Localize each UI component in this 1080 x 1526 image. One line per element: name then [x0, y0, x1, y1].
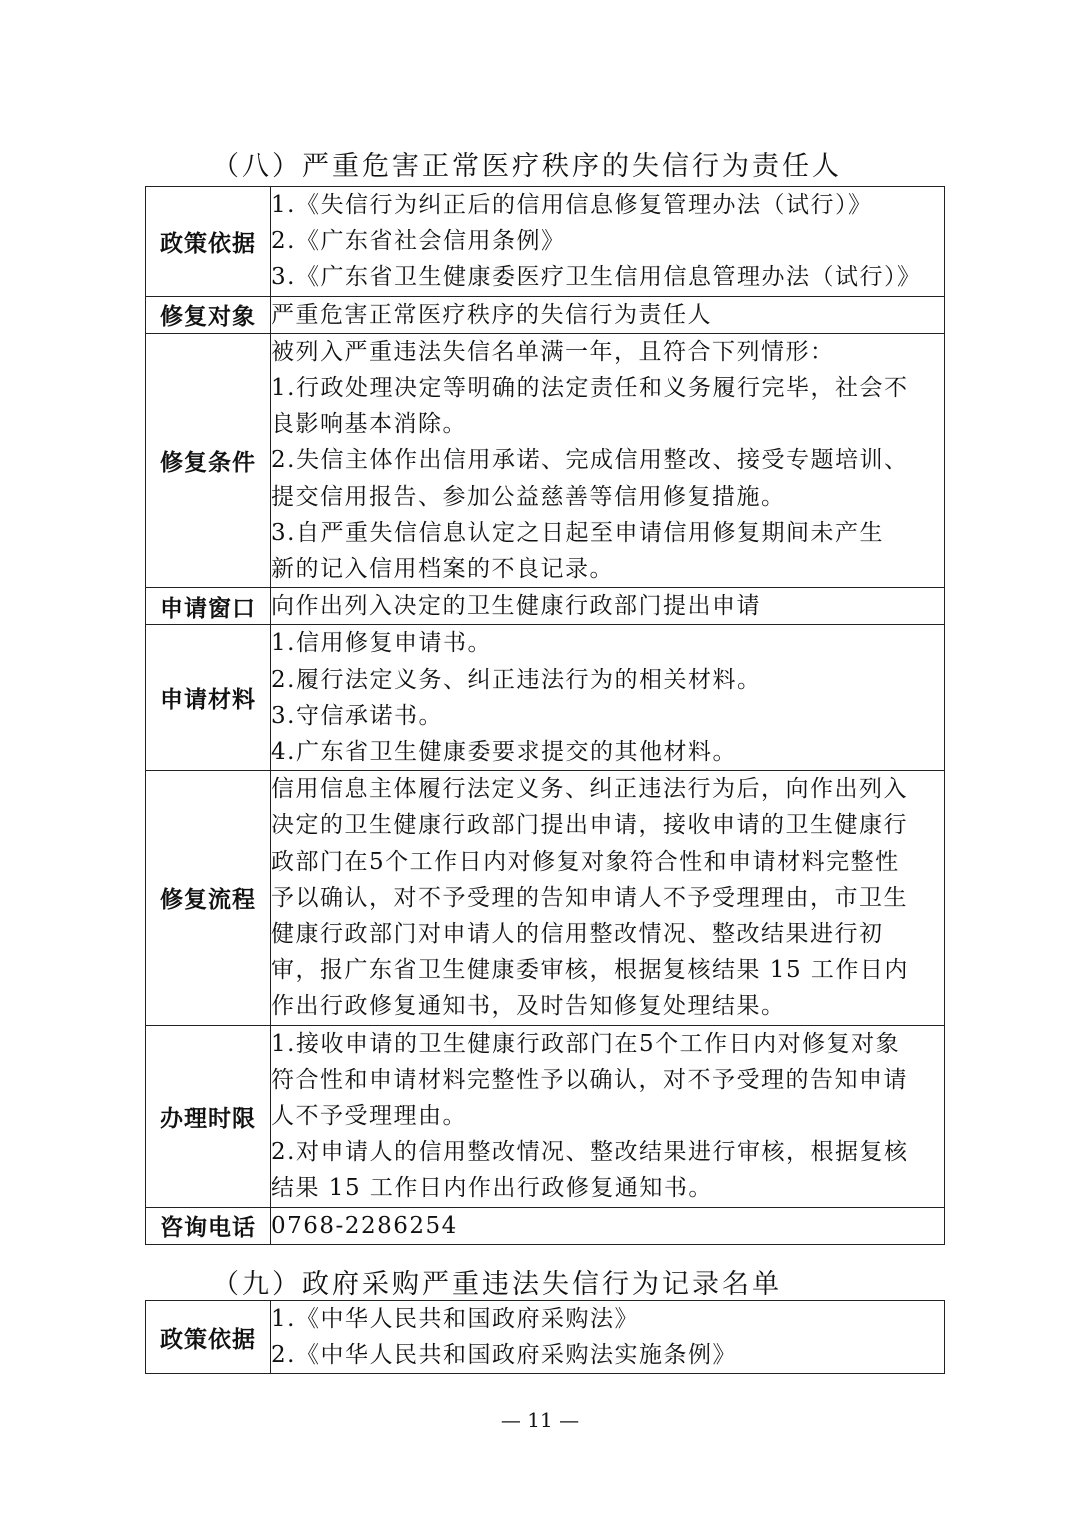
row-content	[271, 771, 945, 1025]
table-row	[146, 1207, 945, 1244]
row-content	[271, 1207, 945, 1244]
table-row	[146, 187, 945, 297]
row-label: 申请材料	[146, 625, 271, 771]
content-line: 3.自严重失信信息认定之日起至申请信用修复期间未产生	[271, 519, 884, 546]
table-row	[146, 625, 945, 771]
content-line: 信用信息主体履行法定义务、纠正违法行为后，向作出列入	[271, 776, 908, 803]
content-line: 2.对申请人的信用整改情况、整改结果进行审核，根据复核	[271, 1139, 909, 1166]
content-line: 3.《广东省卫生健康委医疗卫生信用信息管理办法（试行）》	[271, 264, 922, 291]
row-label: 修复对象	[146, 296, 271, 333]
table-row	[146, 588, 945, 625]
section-9-heading: （九）政府采购严重违法失信行为记录名单	[212, 1269, 782, 1300]
content-line: 2.《广东省社会信用条例》	[271, 228, 566, 255]
content-line: 严重危害正常医疗秩序的失信行为责任人	[271, 301, 712, 328]
table-row	[146, 771, 945, 1025]
content-line: 政部门在5个工作日内对修复对象符合性和申请材料完整性	[271, 848, 900, 875]
table-row	[146, 296, 945, 333]
content-line: 1.《中华人民共和国政府采购法》	[271, 1306, 639, 1332]
row-label: 修复流程	[146, 771, 271, 1025]
table-row	[146, 1025, 945, 1207]
content-line: 决定的卫生健康行政部门提出申请，接收申请的卫生健康行	[271, 812, 908, 839]
row-content	[271, 1301, 945, 1374]
content-line: 1.《失信行为纠正后的信用信息修复管理办法（试行）》	[271, 192, 873, 218]
row-content	[271, 588, 945, 625]
row-label: 修复条件	[146, 333, 271, 587]
row-label: 政策依据	[146, 1301, 271, 1374]
row-label: 咨询电话	[146, 1207, 271, 1244]
content-line: 2.失信主体作出信用承诺、完成信用整改、接受专题培训、	[271, 447, 909, 474]
content-line: 结果 15 工作日内作出行政修复通知书。	[271, 1175, 713, 1202]
content-line: 2.履行法定义务、纠正违法行为的相关材料。	[271, 666, 762, 693]
row-content	[271, 187, 945, 297]
content-line: 作出行政修复通知书，及时告知修复处理结果。	[271, 993, 786, 1020]
content-line: 向作出列入决定的卫生健康行政部门提出申请	[271, 593, 761, 620]
content-line: 新的记入信用档案的不良记录。	[271, 556, 614, 583]
content-line: 1.信用修复申请书。	[271, 630, 492, 657]
row-label: 申请窗口	[146, 588, 271, 625]
content-line: 审，报广东省卫生健康委审核，根据复核结果 15 工作日内	[271, 957, 909, 984]
row-label: 办理时限	[146, 1025, 271, 1207]
content-line: 予以确认，对不予受理的告知申请人不予受理理由，市卫生	[271, 884, 908, 911]
content-line: 2.《中华人民共和国政府采购法实施条例》	[271, 1342, 737, 1369]
content-line: 符合性和申请材料完整性予以确认，对不予受理的告知申请	[271, 1066, 908, 1093]
row-content	[271, 1025, 945, 1207]
content-line: 4.广东省卫生健康委要求提交的其他材料。	[271, 739, 737, 766]
content-line: 1.行政处理决定等明确的法定责任和义务履行完毕，社会不	[271, 375, 909, 402]
row-label: 政策依据	[146, 187, 271, 297]
content-line: 良影响基本消除。	[271, 411, 467, 438]
table-row	[146, 333, 945, 587]
row-content	[271, 333, 945, 587]
content-line: 健康行政部门对申请人的信用整改情况、整改结果进行初	[271, 921, 884, 948]
content-line: 1.接收申请的卫生健康行政部门在5个工作日内对修复对象	[271, 1030, 901, 1057]
content-line: 3.守信承诺书。	[271, 702, 443, 729]
row-content	[271, 625, 945, 771]
page-number: — 11 —	[500, 1408, 580, 1432]
content-line: 人不予受理理由。	[271, 1103, 467, 1130]
content-line: 提交信用报告、参加公益慈善等信用修复措施。	[271, 483, 786, 510]
section-8-heading: （八）严重危害正常医疗秩序的失信行为责任人	[212, 151, 842, 182]
content-line: 0768-2286254	[271, 1212, 458, 1239]
table-row	[146, 1301, 945, 1374]
section-9-table	[145, 1300, 945, 1374]
section-8-table	[145, 186, 945, 1245]
content-line: 被列入严重违法失信名单满一年，且符合下列情形：	[271, 338, 835, 365]
row-content	[271, 296, 945, 333]
